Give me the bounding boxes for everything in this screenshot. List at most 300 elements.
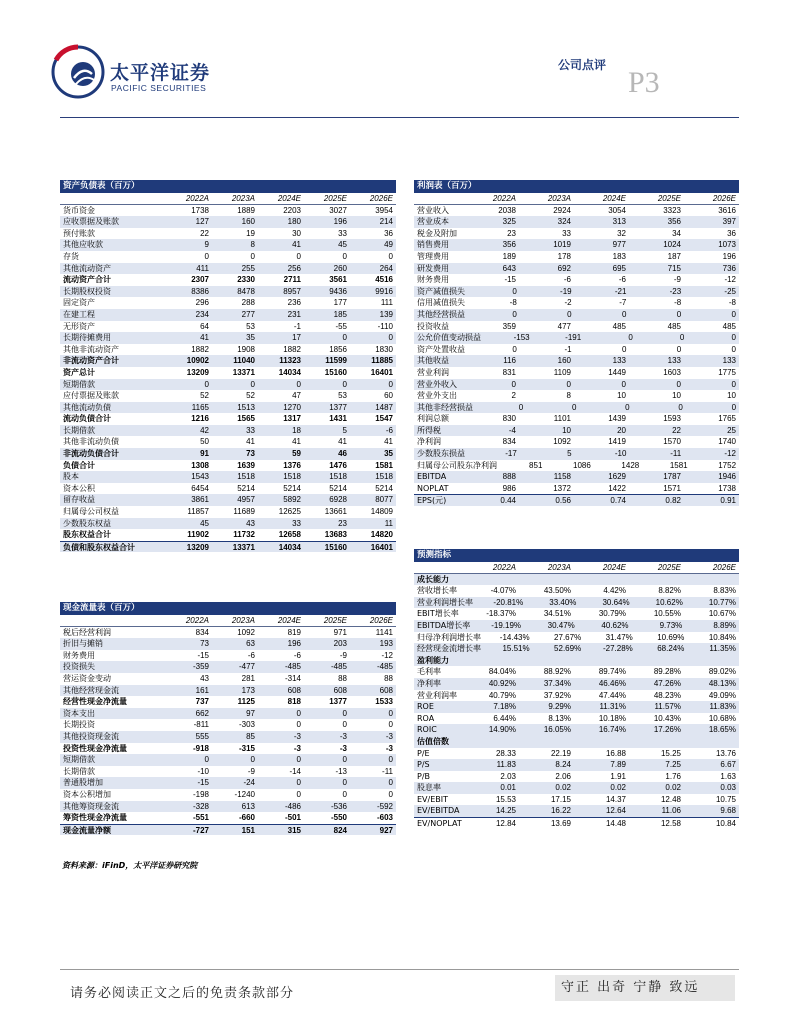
row-value: -592 <box>376 801 393 811</box>
section-header <box>414 655 739 667</box>
table-row <box>414 782 739 794</box>
row-value: 16.22 <box>550 806 571 816</box>
row-value: 0.91 <box>720 496 736 506</box>
row-value: 1431 <box>329 414 347 424</box>
table-row <box>414 460 739 472</box>
row-label: 留存收益 <box>63 495 95 505</box>
row-value: 33 <box>292 518 301 528</box>
table-row <box>60 789 396 801</box>
row-label <box>414 193 464 204</box>
row-value: 1629 <box>608 472 626 482</box>
row-label: 营业成本 <box>417 217 449 227</box>
table-row <box>414 436 739 448</box>
row-value: 0 <box>388 379 393 389</box>
row-value: 8 <box>566 391 571 401</box>
table-title: 预测指标 <box>414 549 739 562</box>
row-value: 0 <box>621 344 627 354</box>
table-row <box>414 251 739 263</box>
row-label: 研发费用 <box>417 263 449 273</box>
row-value: 485 <box>722 321 736 331</box>
row-label: 负债和股东权益合计 <box>63 542 135 552</box>
row-value: 1476 <box>329 460 347 470</box>
table-body <box>60 615 396 835</box>
row-label: 短期借款 <box>63 379 95 389</box>
table-row <box>414 425 739 437</box>
row-label: 归母净利润增长率 <box>417 632 481 642</box>
row-value: 0 <box>678 402 683 412</box>
row-value: 313 <box>612 217 626 227</box>
row-value: 11857 <box>187 507 209 517</box>
row-value: 692 <box>557 263 571 273</box>
row-label: 营业利润率 <box>417 690 457 700</box>
row-value: 12658 <box>278 530 301 540</box>
row-value: 89.74% <box>598 667 626 677</box>
row-value: 14034 <box>278 367 301 377</box>
row-value: 0 <box>679 333 685 343</box>
row-value: 824 <box>333 825 347 835</box>
row-label: 非流动资产合计 <box>63 356 119 366</box>
row-value: 0 <box>567 309 572 319</box>
row-value: 737 <box>195 697 209 707</box>
table-row <box>414 483 739 495</box>
row-label: 归属母公司股东净利润 <box>417 460 497 470</box>
row-value: 0 <box>625 402 630 412</box>
row-value: 22 <box>672 425 681 435</box>
row-value: 1073 <box>718 240 736 250</box>
table-row <box>60 436 396 448</box>
row-value: 0 <box>388 778 393 788</box>
row-value: 85 <box>246 731 255 741</box>
row-value: 8386 <box>191 286 209 296</box>
row-value: -8 <box>728 298 736 308</box>
row-label: 投资性现金净流量 <box>63 743 127 753</box>
row-label: 在建工程 <box>63 309 95 319</box>
row-label: 销售费用 <box>417 240 449 250</box>
table-row <box>60 529 396 541</box>
row-value: 15.53 <box>495 794 516 804</box>
row-value: 11.83% <box>709 702 736 712</box>
row-value: 43 <box>200 673 209 683</box>
row-value: 11.35% <box>709 644 736 654</box>
row-value: 11.83 <box>496 760 516 770</box>
row-value: -3 <box>385 743 393 753</box>
row-value: 986 <box>502 483 516 493</box>
row-value: 0.02 <box>555 783 571 793</box>
row-value: 8.83% <box>713 586 736 596</box>
row-value: 2203 <box>283 205 301 215</box>
row-value: 33 <box>338 228 347 238</box>
row-value: -20.81% <box>493 597 524 607</box>
row-value: 10.43% <box>653 713 681 723</box>
row-value: 46.46% <box>598 678 626 688</box>
table-body <box>414 562 739 829</box>
row-value: 14.90% <box>488 725 516 735</box>
row-value: 36 <box>727 228 736 238</box>
row-value: -15 <box>197 778 209 788</box>
row-label: 长期待摊费用 <box>63 333 111 343</box>
row-value: -18.37% <box>486 609 516 619</box>
row-value: 264 <box>379 263 393 273</box>
row-value: -727 <box>192 825 209 835</box>
row-value: 1830 <box>375 344 393 354</box>
row-label: 存货 <box>63 251 79 261</box>
row-value: 0 <box>621 309 627 319</box>
row-value: 52 <box>200 391 209 401</box>
row-value: 43.50% <box>543 586 571 596</box>
row-value: -3 <box>293 731 301 741</box>
row-value: 18 <box>292 425 301 435</box>
row-value: 1377 <box>329 402 347 412</box>
row-value: 411 <box>196 263 209 273</box>
row-value: 0 <box>621 379 626 389</box>
row-value: 2025E <box>657 563 681 572</box>
row-value: 0 <box>571 402 577 412</box>
row-value: 0 <box>388 789 393 799</box>
row-value: -11 <box>670 449 682 459</box>
row-value: 0 <box>342 720 347 730</box>
table-row <box>60 332 396 344</box>
row-value: 46 <box>338 449 347 459</box>
row-value: 12.58 <box>660 819 681 829</box>
table-row <box>60 494 396 506</box>
row-value: 40.62% <box>601 620 629 630</box>
row-value: 89.02% <box>708 667 736 677</box>
row-value: 695 <box>612 263 626 273</box>
row-value: 1141 <box>375 627 393 637</box>
table-row <box>414 193 739 205</box>
row-value: 8478 <box>237 286 255 296</box>
row-value: 2023A <box>547 563 571 572</box>
row-value: -15 <box>504 275 516 285</box>
row-value: 0.44 <box>500 496 516 506</box>
row-value: 37.92% <box>543 690 571 700</box>
row-value: 0 <box>296 755 301 765</box>
row-value: -6 <box>293 650 301 660</box>
row-value: -10 <box>197 766 209 776</box>
row-value: 23 <box>338 518 347 528</box>
row-label: 其他非流动资产 <box>63 344 119 354</box>
row-value: 17.15 <box>550 794 571 804</box>
row-value: 11.06 <box>661 806 681 816</box>
row-label: 资本公积增加 <box>63 789 111 799</box>
row-value: -12 <box>724 449 736 459</box>
row-value: 14.25 <box>495 806 516 816</box>
row-label: 货币资金 <box>63 205 95 215</box>
row-value: 5 <box>342 425 347 435</box>
table-row <box>414 666 739 678</box>
row-value: -551 <box>192 813 209 823</box>
row-value: 139 <box>379 309 393 319</box>
table-row <box>60 239 396 251</box>
row-value: 0 <box>388 333 393 343</box>
row-value: 1428 <box>621 460 640 470</box>
row-value: 3954 <box>375 205 393 215</box>
row-label: 管理费用 <box>417 251 449 261</box>
row-label: NOPLAT <box>417 483 449 493</box>
table-row <box>414 759 739 771</box>
row-value: -9 <box>247 766 255 776</box>
row-value: 1581 <box>669 460 688 470</box>
row-value: 12625 <box>278 507 301 517</box>
row-value: 977 <box>612 240 626 250</box>
row-value: 50 <box>200 437 209 447</box>
row-value: 1422 <box>608 483 626 493</box>
row-value: 2026E <box>369 616 393 625</box>
row-value: 1419 <box>608 437 626 447</box>
row-value: -6 <box>618 275 626 285</box>
row-label <box>60 193 166 204</box>
table-row <box>414 643 739 655</box>
row-value: 0 <box>731 379 736 389</box>
row-value: 2024E <box>602 563 626 572</box>
row-value: 715 <box>667 263 681 273</box>
row-label: 投资损失 <box>63 662 95 672</box>
row-value: 8957 <box>283 286 301 296</box>
report-type: 公司点评 <box>558 58 607 72</box>
table-row <box>60 638 396 650</box>
row-value: -12 <box>381 650 393 660</box>
row-value: 14820 <box>370 530 393 540</box>
row-value: -3 <box>293 743 301 753</box>
page-number: P3 <box>628 66 660 99</box>
table-row <box>60 518 396 530</box>
row-label: 净利润 <box>417 437 441 447</box>
row-value: 18.65% <box>708 725 736 735</box>
row-value: 10.55% <box>653 609 681 619</box>
row-value: 356 <box>502 240 516 250</box>
row-value: 324 <box>557 217 571 227</box>
row-value: 203 <box>333 639 347 649</box>
data-source: 资料来源：iFinD，太平洋证券研究院 <box>62 861 198 870</box>
row-value: 613 <box>241 801 255 811</box>
row-value: 11599 <box>325 356 347 366</box>
row-value: 1908 <box>237 344 255 354</box>
row-value: 6.44% <box>493 713 516 723</box>
row-value: 177 <box>333 298 347 308</box>
row-value: 5214 <box>237 483 255 493</box>
row-value: 1787 <box>663 472 681 482</box>
row-value: 35 <box>384 449 393 459</box>
row-label: EBIT增长率 <box>417 609 459 619</box>
row-value: 0 <box>250 379 255 389</box>
cash-flow-table <box>60 602 396 835</box>
row-value: 161 <box>195 685 209 695</box>
row-value: 0 <box>342 708 347 718</box>
table-row <box>414 390 739 402</box>
row-value: 13209 <box>186 542 209 552</box>
table-row <box>60 743 396 755</box>
row-label: 股息率 <box>417 783 441 793</box>
table-row <box>414 794 739 806</box>
row-label: 筹资性现金净流量 <box>63 813 127 823</box>
row-value: 14034 <box>278 542 301 552</box>
row-label: 营收增长率 <box>417 586 457 596</box>
row-value: 1593 <box>663 414 681 424</box>
row-value: 231 <box>287 309 301 319</box>
row-value: -191 <box>565 333 582 343</box>
row-value: 2025E <box>657 194 681 203</box>
table-row <box>414 263 739 275</box>
row-label: 折旧与摊销 <box>63 639 103 649</box>
row-value: 1101 <box>553 414 571 424</box>
row-value: 851 <box>529 460 543 470</box>
row-value: -303 <box>238 720 255 730</box>
row-label: P/E <box>417 748 430 758</box>
row-value: -13 <box>335 766 347 776</box>
row-value: -9 <box>673 275 681 285</box>
row-value: 1158 <box>553 472 571 482</box>
table-row <box>60 321 396 333</box>
row-value: 0 <box>566 379 571 389</box>
row-label: 其他流动负债 <box>63 402 111 412</box>
row-value: 34.51% <box>543 609 571 619</box>
table-row <box>60 661 396 673</box>
row-label: 毛利率 <box>417 667 441 677</box>
row-value: 1487 <box>375 402 393 412</box>
row-value: 8.89% <box>713 620 737 630</box>
row-value: 736 <box>722 263 736 273</box>
table-row <box>60 355 396 367</box>
row-value: 0.02 <box>665 783 681 793</box>
row-value: 2024E <box>602 194 626 203</box>
forecast-table <box>414 549 739 829</box>
row-label: 营运资金变动 <box>63 673 111 683</box>
row-value: -153 <box>513 333 530 343</box>
row-value: 10.84 <box>715 819 736 829</box>
row-label: 应收票据及账款 <box>63 217 119 227</box>
table-row <box>60 708 396 720</box>
row-value: 13661 <box>324 507 347 517</box>
row-value: 17.26% <box>653 725 681 735</box>
row-value: 40.79% <box>488 690 516 700</box>
table-row <box>414 494 739 506</box>
row-value: 13683 <box>324 530 347 540</box>
row-value: 2026E <box>712 194 736 203</box>
row-value: 927 <box>379 825 393 835</box>
row-value: 1086 <box>573 460 591 470</box>
row-value: 10.75 <box>715 794 736 804</box>
row-label: 固定资产 <box>63 298 95 308</box>
row-value: 0 <box>731 402 737 412</box>
row-label: 资产处置收益 <box>417 344 465 354</box>
row-label: 短期借款 <box>63 755 95 765</box>
row-value: -485 <box>284 662 301 672</box>
row-value: 1376 <box>283 460 301 470</box>
row-value: 11.57% <box>654 702 681 712</box>
row-value: -1 <box>564 344 572 354</box>
row-value: -6 <box>247 650 255 660</box>
table-row <box>60 650 396 662</box>
row-value: 5892 <box>283 495 301 505</box>
row-value: -3 <box>339 731 347 741</box>
row-value: 2024E <box>277 194 301 203</box>
row-value: 1565 <box>237 414 255 424</box>
row-value: 16.74% <box>598 725 626 735</box>
row-value: 608 <box>287 685 301 695</box>
table-body <box>414 193 739 506</box>
row-value: -11 <box>382 766 393 776</box>
row-value: 8.13% <box>548 713 571 723</box>
row-value: 10.62% <box>655 597 683 607</box>
row-value: 4.42% <box>603 586 626 596</box>
row-value: 14809 <box>370 507 393 517</box>
row-value: 277 <box>241 309 255 319</box>
table-row <box>414 297 739 309</box>
row-value: 0 <box>296 379 301 389</box>
income-statement-table <box>414 180 739 506</box>
row-value: 10.77% <box>708 597 737 607</box>
row-value: 15.25 <box>660 748 681 758</box>
row-label: 长期借款 <box>63 766 95 776</box>
footer-divider <box>60 969 739 970</box>
row-label <box>60 615 166 626</box>
logo-emblem-icon <box>50 44 106 100</box>
row-value: 2023A <box>547 194 571 203</box>
row-value: 33 <box>246 425 255 435</box>
row-value: 15160 <box>324 542 347 552</box>
row-label: 所得税 <box>417 425 441 435</box>
row-label: 流动资产合计 <box>63 275 111 285</box>
row-value: 2330 <box>237 275 255 285</box>
row-value: 0 <box>342 755 347 765</box>
row-value: 256 <box>287 263 301 273</box>
row-value: 288 <box>241 298 255 308</box>
row-label: EV/EBIT <box>417 794 449 804</box>
row-value: -17 <box>505 449 517 459</box>
row-value: 10 <box>562 425 571 435</box>
row-value: 111 <box>380 298 393 308</box>
row-value: 45 <box>338 240 347 250</box>
row-value: 13371 <box>232 542 255 552</box>
row-value: 49.09% <box>708 690 736 700</box>
row-value: 12.48 <box>660 794 681 804</box>
row-value: -485 <box>330 662 347 672</box>
row-value: 834 <box>502 437 516 447</box>
table-row <box>60 754 396 766</box>
table-row <box>414 690 739 702</box>
row-value: 41 <box>384 437 393 447</box>
table-row <box>414 344 739 356</box>
row-value: 49 <box>384 240 393 250</box>
row-value: 97 <box>246 708 255 718</box>
row-value: 1019 <box>553 240 571 250</box>
row-value: 9916 <box>375 286 393 296</box>
row-label: 非流动负债合计 <box>63 449 119 459</box>
header-divider <box>60 117 739 118</box>
row-value: 236 <box>287 298 301 308</box>
table-row <box>60 731 396 743</box>
row-value: 37.34% <box>543 678 571 688</box>
table-row <box>414 355 739 367</box>
table-row <box>60 777 396 789</box>
row-value: 255 <box>241 263 255 273</box>
row-value: 11040 <box>233 356 255 366</box>
row-value: 34 <box>672 228 681 238</box>
table-row <box>60 673 396 685</box>
row-value: -550 <box>330 813 347 823</box>
table-row <box>60 448 396 460</box>
row-value: -315 <box>238 743 255 753</box>
row-label: 长期股权投资 <box>63 286 111 296</box>
row-value: -24 <box>243 778 255 788</box>
row-label: 经营性现金净流量 <box>63 697 127 707</box>
table-row <box>414 597 739 609</box>
row-value: 10 <box>672 391 681 401</box>
row-value: 9.68 <box>720 806 736 816</box>
row-value: 9 <box>204 240 209 250</box>
row-value: 40.92% <box>488 678 516 688</box>
row-value: -110 <box>377 321 393 331</box>
